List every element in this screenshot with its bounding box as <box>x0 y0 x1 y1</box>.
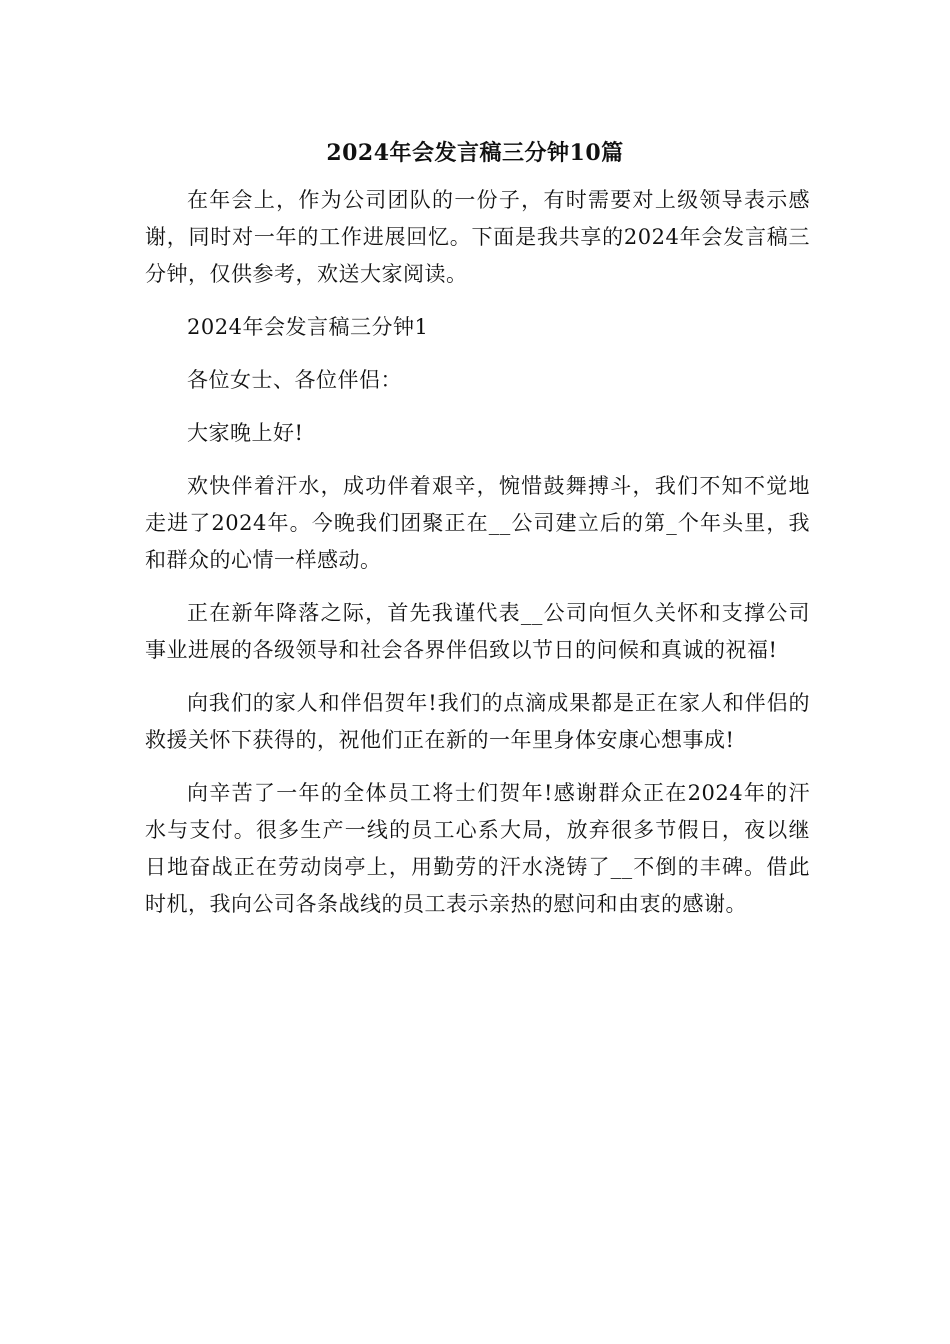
salutation: 各位女士、各位伴侣： <box>187 368 402 392</box>
speech-heading: 2024年会发言稿三分钟1 <box>187 315 429 339</box>
document-title: 2024年会发言稿三分钟10篇 <box>326 140 624 166</box>
document-body <box>145 182 810 939</box>
greeting: 大家晚上好! <box>187 421 304 445</box>
body-paragraph: 欢快伴着汗水，成功伴着艰辛，惋惜鼓舞搏斗，我们不知不觉地走进了2024年。今晚我们团聚正在__公司建立后的第_个年头里，我和群众的心情一样感动。 <box>145 474 810 572</box>
body-paragraph: 向我们的家人和伴侣贺年!我们的点滴成果都是正在家人和伴侣的救援关怀下获得的，祝他们正在新的一年里身体安康心想事成! <box>145 691 810 752</box>
body-paragraph: 向辛苦了一年的全体员工将士们贺年!感谢群众正在2024年的汗水与支付。很多生产一线的员工心系大局，放弃很多节假日，夜以继日地奋战正在劳动岗亭上，用勤劳的汗水浇铸了__不倒的丰碑。借此时机，我向公司各条战线的员工表示亲热的慰问和由衷的感谢。 <box>145 781 810 916</box>
intro-paragraph: 在年会上，作为公司团队的一份子，有时需要对上级领导表示感谢，同时对一年的工作进展回忆。下面是我共享的2024年会发言稿三分钟，仅供参考，欢送大家阅读。 <box>145 188 810 286</box>
body-paragraph: 正在新年降落之际，首先我谨代表__公司向恒久关怀和支撑公司事业进展的各级领导和社会各界伴侣致以节日的问候和真诚的祝福! <box>145 601 810 662</box>
